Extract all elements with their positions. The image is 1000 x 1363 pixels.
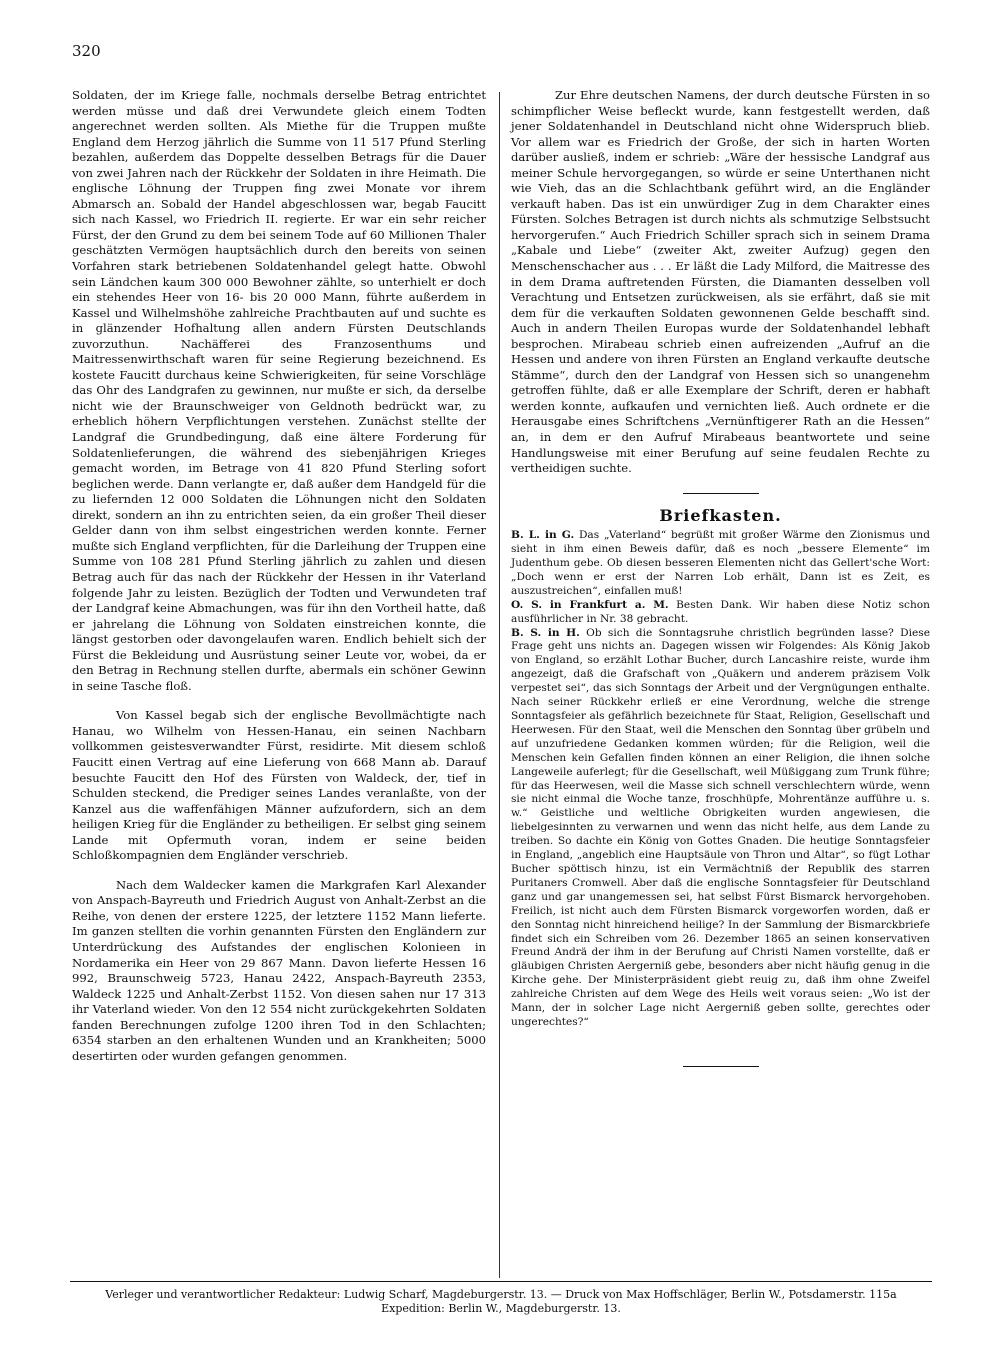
left-column bbox=[72, 88, 486, 1064]
letter-recipient: B. S. in H. bbox=[511, 626, 580, 639]
letter-entry bbox=[511, 627, 930, 1030]
article-paragraph: Zur Ehre deutschen Namens, der durch deutsche Fürsten in so schimpflicher Weise befleckt wurde, kann festgestellt werden, daß jener Soldatenhandel in Deutschland nicht ohne Widerspruch blieb. Vor allem war es Friedrich der Große, der sich in harten Worten darüber ausließ, indem er schrieb: „Wäre der hessische Landgraf aus meiner Schule hervorgegangen, so würde er seine Unterthanen nicht wie Vieh, das an die Schlachtbank geführt wird, an die Engländer verkauft haben. Das ist ein unwürdiger Zug in dem Charakter eines Fürsten. Solches Betragen ist durch nichts als schmutzige Selbstsucht hervorgerufen.“ Auch Friedrich Schiller sprach sich in seinem Drama „Kabale und Liebe“ (zweiter Akt, zweiter Aufzug) gegen den Menschenschacher aus . . . Er läßt die Lady Milford, die Maitresse des in dem Drama auftretenden Fürsten, die Diamanten desselben voll Verachtung und Entsetzen zurückweisen, als sie erfährt, daß sie mit dem für die verkauften Soldaten gewonnenen Gelde beschafft sind. Auch in andern Theilen Europas wurde der Soldatenhandel lebhaft besprochen. Mirabeau schrieb einen aufreizenden „Aufruf an die Hessen und andere von ihren Fürsten an England verkaufte deutsche Stämme“, durch den der Landgraf von Hessen sich so unangenehm getroffen fühlte, daß er alle Exemplare der Schrift, deren er habhaft werden konnte, aufkaufen und vernichten ließ. Auch ordnete er die Herausgabe eines Schriftchens „Vernünftigerer Rath an die Hessen“ an, in dem er den Aufruf Mirabeaus beantwortete und seine Handlungsweise mit einer Berufung auf seine feudalen Rechte zu vertheidigen suchte. bbox=[511, 88, 930, 476]
article-paragraph: Von Kassel begab sich der englische Bevollmächtigte nach Hanau, wo Wilhelm von Hessen-Hanau, ein seinen Nachbarn vollkommen geistesverwandter Fürst, residirte. Mit diesem schloß Faucitt einen Vertrag auf eine Lieferung von 668 Mann ab. Darauf besuchte Faucitt den Hof des Fürsten von Waldeck, der, tief in Schulden steckend, die Prediger seines Landes veranlaßte, von der Kanzel aus die waffenfähigen Männer aufzufordern, sich an dem heiligen Krieg für die Engländer zu betheiligen. Er selbst ging seinem Lande mit Opfermuth voran, indem er seine beiden Schloßkompagnien dem Engländer verschrieb. bbox=[72, 708, 486, 863]
imprint-publisher: Verleger und verantwortlicher Redakteur: Ludwig Scharf, Magdeburgerstr. 13. — Druck von Max Hoffschläger, Berlin W., Potsdamerstr. 115a bbox=[105, 1288, 897, 1301]
letter-text: Ob sich die Sonntagsruhe christlich begründen lasse? Diese Frage geht uns nichts an. Dagegen wissen wir Folgendes: Als König Jakob von England, so erzählt Lothar Bucher, durch Lancashire reiste, wurde ihm angezeigt, daß die Grafschaft von „Quäkern und anderem präzisem Volk verpestet sei“, das sich Sonntags der Arbeit und der Vergnügungen enthalte. Nach seiner Rückkehr erließ er eine Verordnung, welche die strenge Sonntagsfeier als gefährlich bezeichnete für Staat, Religion, Gesellschaft und Heerwesen. Für den Staat, weil die Menschen den Sonntag über grübeln und auf unzufriedene Gedanken kommen würden; für die Religion, weil die Menschen kein Gefallen finden können an einer Religion, die ihnen solche Langeweile auferlegt; für die Gesellschaft, weil Müßiggang zum Trunk führe; für das Heerwesen, weil die Masse sich schnell verschlechtern würde, wenn sie nicht einmal die Woche tanze, froschhüpfe, Mohrentänze aufführe u. s. w.“ Geistliche und weltliche Obrigkeiten wurden angewiesen, die liebelgesinnten zu verwarnen und wenn das nicht helfe, aus dem Lande zu treiben. So dachte ein König von Gottes Gnaden. Die heutige Sonntagsfeier in England, „angeblich eine Hauptsäule von Thron und Altar“, so fügt Lothar Bucher spöttisch hinzu, ist ein Vermächtniß der Republik des starren Puritaners Cromwell. Aber daß die englische Sonntagsfeier für Deutschland ganz und gar unangemessen sei, hat selbst Fürst Bismarck hervorgehoben. Freilich, ist nicht auch dem Fürsten Bismarck vorgeworfen worden, daß er den Sonntag nicht hinreichend heilige? In der Sammlung der Bismarckbriefe findet sich ein Schreiben vom 26. Dezember 1865 an seinen konservativen Freund Andrä der ihm in der Berufung auf Christi Namen vorstellte, daß er gläubigen Christen Aergerniß gebe, besonders aber nicht häufig genug in die Kirche gehe. Der Ministerpräsident giebt reuig zu, daß ihm ohne Zweifel zahlreiche Christen auf dem Wege des Heils weit voraus seien: „Wo ist der Mann, der in solcher Lage nicht Aergerniß geben sollte, gerechtes oder ungerechtes?“ bbox=[511, 626, 930, 1028]
imprint-expedition: Expedition: Berlin W., Magdeburgerstr. 13. bbox=[381, 1301, 621, 1315]
end-divider bbox=[683, 1066, 759, 1067]
right-column bbox=[511, 88, 930, 1067]
letter-text: Besten Dank. Wir haben diese Notiz schon ausführlicher in Nr. 38 gebracht. bbox=[511, 598, 930, 625]
article-paragraph: Nach dem Waldecker kamen die Markgrafen Karl Alexander von Anspach-Bayreuth und Friedrich August von Anhalt-Zerbst an die Reihe, von denen der erstere 1225, der letztere 1152 Mann lieferte. Im ganzen stellten die vorhin genannten Fürsten den Engländern zur Unterdrückung des Aufstandes der englischen Kolonieen in Nordamerika ein Heer von 29 867 Mann. Davon lieferte Hessen 16 992, Braunschweig 5723, Hanau 2422, Anspach-Bayreuth 2353, Waldeck 1225 und Anhalt-Zerbst 1152. Von diesen sahen nur 17 313 ihr Vaterland wieder. Von den 12 554 nicht zurückgekehrten Soldaten fanden Berechnungen zufolge 1200 ihren Tod in den Schlachten; 6354 starben an den erhaltenen Wunden und an Krankheiten; 5000 desertirten oder wurden gefangen genommen. bbox=[72, 877, 486, 1063]
letter-recipient: B. L. in G. bbox=[511, 529, 575, 542]
imprint-footer bbox=[70, 1288, 932, 1315]
letter-entry bbox=[511, 529, 930, 599]
letter-recipient: O. S. in Frankfurt a. M. bbox=[511, 598, 669, 611]
letter-entry bbox=[511, 599, 930, 627]
footer-rule bbox=[70, 1281, 932, 1282]
letter-text: Das „Vaterland“ begrüßt mit großer Wärme den Zionismus und sieht in ihm einen Beweis dafür, daß es noch „bessere Elemente“ im Judenthum gebe. Ob diesen besseren Elementen nicht das Gellert'sche Wort: „Doch wenn er erst der Narren Lob erhält, Dann ist es Zeit, es auszustreichen“, einfallen muß! bbox=[511, 529, 930, 597]
column-divider bbox=[499, 92, 500, 1278]
briefkasten-title: Briefkasten. bbox=[659, 505, 782, 525]
article-paragraph: Soldaten, der im Kriege falle, nochmals derselbe Betrag entrichtet werden müsse und daß drei Verwundete gleich einem Todten angerechnet werden sollten. Als Miethe für die Truppen mußte England dem Herzog jährlich die Summe von 11 517 Pfund Sterling bezahlen, außerdem das Doppelte desselben Betrags für die Dauer von zwei Jahren nach der Rückkehr der Soldaten in ihre Heimath. Die englische Löhnung der Truppen fing zwei Monate vor ihrem Abmarsch an. Sobald der Handel abgeschlossen war, begab Faucitt sich nach Kassel, wo Friedrich II. regierte. Er war ein sehr reicher Fürst, der den Grund zu dem bei seinem Tode auf 60 Millionen Thaler geschätzten Vermögen hauptsächlich durch den bereits von seinen Vorfahren stark betriebenen Soldatenhandel gelegt hatte. Obwohl sein Ländchen kaum 300 000 Bewohner zählte, so unterhielt er doch ein stehendes Heer von 16- bis 20 000 Mann, führte außerdem in Kassel und Wilhelmshöhe zahlreiche Prachtbauten auf und suchte es in glänzender Hofhaltung allen andern Fürsten Deutschlands zuvorzuthun. Nachäfferei des Franzosenthums und Maitressenwirthschaft waren für seine Regierung bezeichnend. Es kostete Faucitt durchaus keine Schwierigkeiten, für seine Vorschläge das Ohr des Landgrafen zu gewinnen, nur mußte er sich, da derselbe nicht wie der Braunschweiger von Geldnoth bedrückt war, zu erheblich höhern Verpflichtungen verstehen. Zunächst stellte der Landgraf die Grundbedingung, daß eine ältere Forderung für Soldatenlieferungen, die während des siebenjährigen Krieges gemacht worden, im Betrage von 41 820 Pfund Sterling sofort beglichen werde. Dann verlangte er, daß außer dem Handgeld für die zu liefernden 12 000 Soldaten die Löhnungen nicht den Soldaten direkt, sondern an ihn zu entrichten seien, da ein großer Theil dieser Gelder dann von ihm selbst eingestrichen werden konnte. Ferner mußte sich England verpflichten, für die Darleihung der Truppen eine Summe von 108 281 Pfund Sterling jährlich zu zahlen und diesen Betrag auch für das nach der Rückkehr der Hessen in ihr Vaterland folgende Jahr zu leisten. Bezüglich der Todten und Verwundeten traf der Landgraf keine Abmachungen, was für ihn den Vortheil hatte, daß er jahrelang die Löhnung von Soldaten einstreichen konnte, die längst gestorben oder davongelaufen waren. Endlich behielt sich der Fürst die Bekleidung und Ausrüstung seiner Leute vor, wobei, da er den Betrag in Rechnung stellen durfte, abermals ein schöner Gewinn in seine Tasche floß. bbox=[72, 88, 486, 693]
page-number: 320 bbox=[72, 42, 101, 60]
section-divider bbox=[683, 493, 759, 494]
